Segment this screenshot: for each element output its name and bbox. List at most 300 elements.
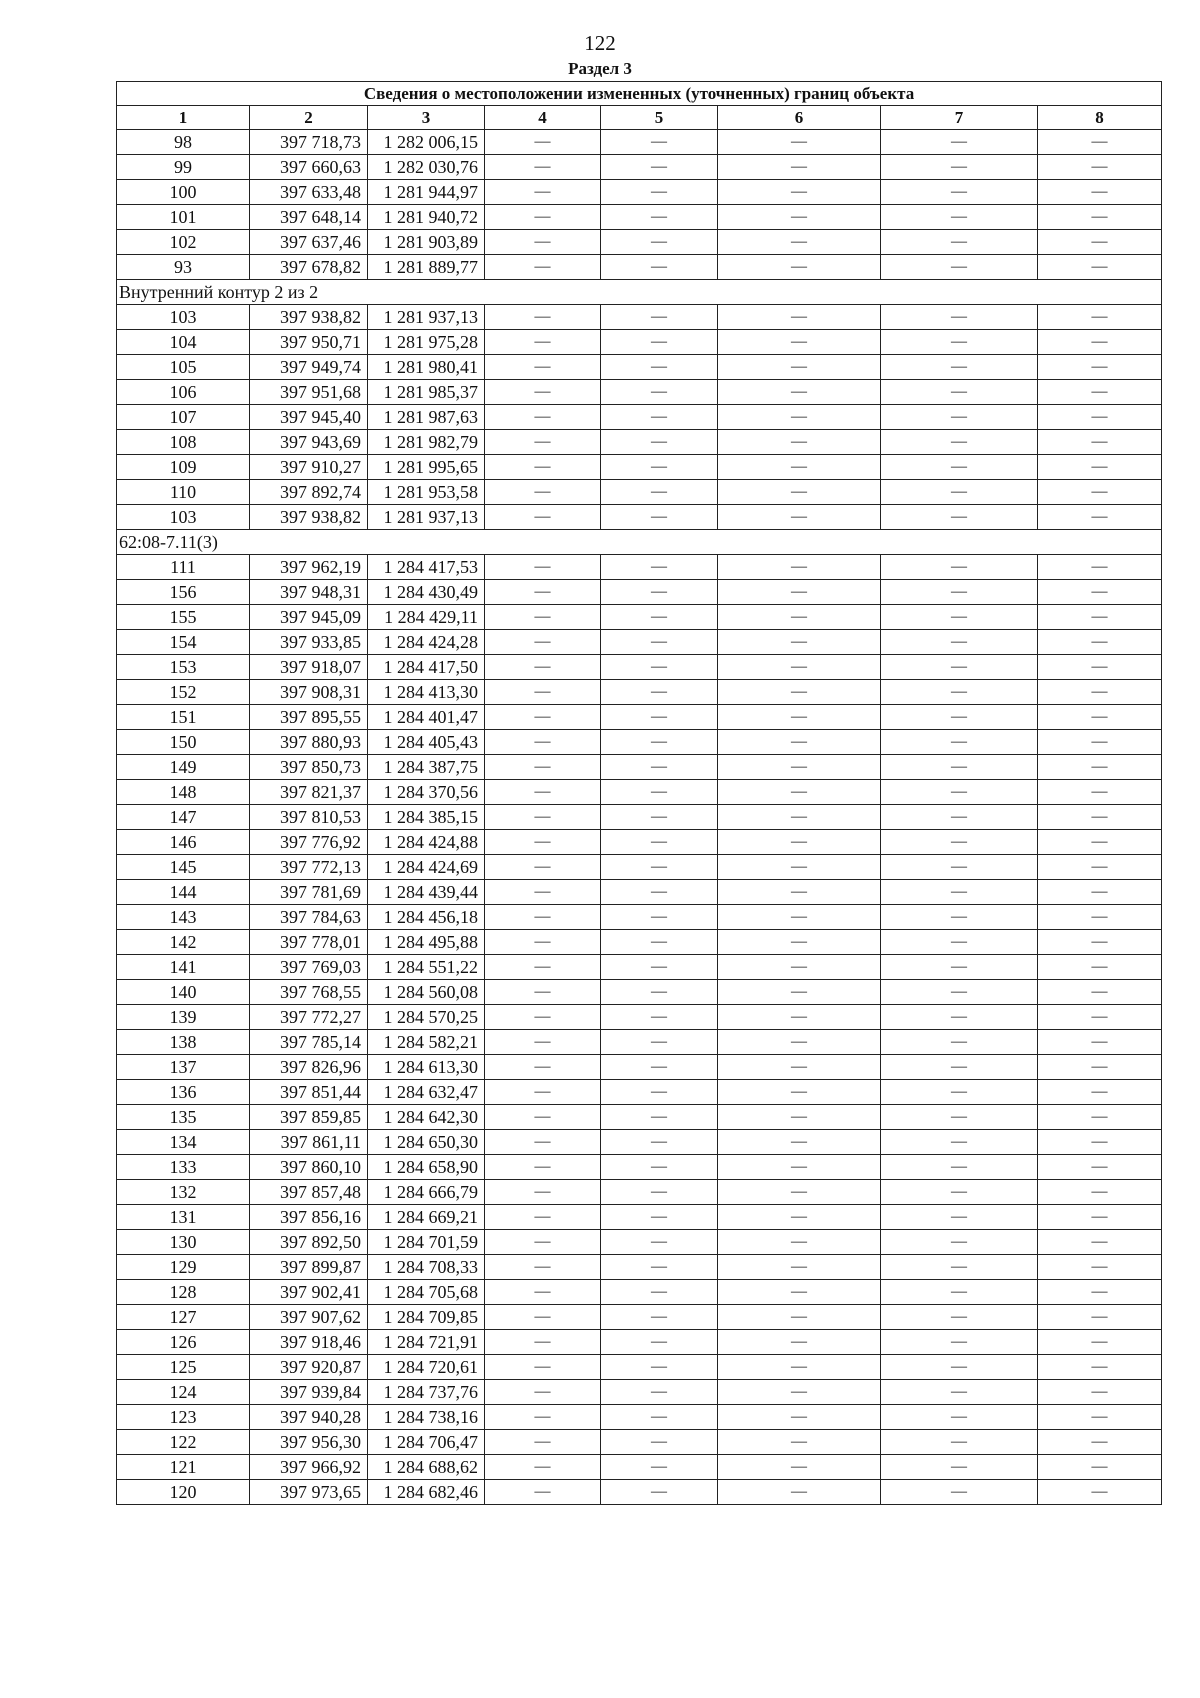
y-coordinate-cell: 1 284 737,76	[368, 1380, 485, 1405]
empty-value-cell: —	[485, 1005, 601, 1030]
empty-value-cell: —	[601, 430, 718, 455]
table-row	[117, 980, 1162, 1005]
table-row	[117, 1355, 1162, 1380]
empty-value-cell: —	[881, 580, 1038, 605]
empty-value-cell: —	[881, 1005, 1038, 1030]
point-number-cell: 121	[117, 1455, 250, 1480]
point-number-cell: 131	[117, 1205, 250, 1230]
empty-value-cell: —	[1038, 705, 1162, 730]
empty-value-cell: —	[718, 1055, 881, 1080]
table-row	[117, 155, 1162, 180]
empty-value-cell: —	[881, 480, 1038, 505]
empty-value-cell: —	[881, 380, 1038, 405]
empty-value-cell: —	[881, 605, 1038, 630]
point-number-cell: 103	[117, 505, 250, 530]
empty-value-cell: —	[1038, 955, 1162, 980]
empty-value-cell: —	[881, 1105, 1038, 1130]
x-coordinate-cell: 397 772,27	[250, 1005, 368, 1030]
table-row	[117, 380, 1162, 405]
empty-value-cell: —	[601, 1005, 718, 1030]
x-coordinate-cell: 397 826,96	[250, 1055, 368, 1080]
empty-value-cell: —	[1038, 1080, 1162, 1105]
x-coordinate-cell: 397 938,82	[250, 505, 368, 530]
y-coordinate-cell: 1 281 937,13	[368, 505, 485, 530]
empty-value-cell: —	[485, 1405, 601, 1430]
x-coordinate-cell: 397 633,48	[250, 180, 368, 205]
empty-value-cell: —	[1038, 855, 1162, 880]
empty-value-cell: —	[1038, 1355, 1162, 1380]
empty-value-cell: —	[485, 380, 601, 405]
x-coordinate-cell: 397 784,63	[250, 905, 368, 930]
table-row	[117, 630, 1162, 655]
x-coordinate-cell: 397 948,31	[250, 580, 368, 605]
empty-value-cell: —	[485, 1030, 601, 1055]
empty-value-cell: —	[881, 630, 1038, 655]
empty-value-cell: —	[1038, 630, 1162, 655]
empty-value-cell: —	[881, 355, 1038, 380]
x-coordinate-cell: 397 781,69	[250, 880, 368, 905]
empty-value-cell: —	[881, 405, 1038, 430]
empty-value-cell: —	[1038, 430, 1162, 455]
empty-value-cell: —	[881, 780, 1038, 805]
y-coordinate-cell: 1 284 582,21	[368, 1030, 485, 1055]
x-coordinate-cell: 397 851,44	[250, 1080, 368, 1105]
table-row	[117, 1205, 1162, 1230]
point-number-cell: 150	[117, 730, 250, 755]
y-coordinate-cell: 1 281 987,63	[368, 405, 485, 430]
empty-value-cell: —	[881, 955, 1038, 980]
point-number-cell: 139	[117, 1005, 250, 1030]
empty-value-cell: —	[485, 405, 601, 430]
empty-value-cell: —	[1038, 830, 1162, 855]
y-coordinate-cell: 1 284 370,56	[368, 780, 485, 805]
x-coordinate-cell: 397 850,73	[250, 755, 368, 780]
y-coordinate-cell: 1 284 413,30	[368, 680, 485, 705]
empty-value-cell: —	[1038, 455, 1162, 480]
empty-value-cell: —	[881, 930, 1038, 955]
empty-value-cell: —	[718, 755, 881, 780]
table-row	[117, 730, 1162, 755]
table-row	[117, 1030, 1162, 1055]
column-number: 6	[718, 106, 881, 130]
point-number-cell: 125	[117, 1355, 250, 1380]
empty-value-cell: —	[881, 130, 1038, 155]
section-title: Раздел 3	[568, 59, 632, 78]
empty-value-cell: —	[601, 605, 718, 630]
empty-value-cell: —	[881, 1130, 1038, 1155]
empty-value-cell: —	[601, 180, 718, 205]
empty-value-cell: —	[718, 1205, 881, 1230]
point-number-cell: 111	[117, 555, 250, 580]
y-coordinate-cell: 1 284 721,91	[368, 1330, 485, 1355]
empty-value-cell: —	[718, 1405, 881, 1430]
contour-subheader: 62:08-7.11(3)	[117, 530, 1162, 555]
empty-value-cell: —	[601, 155, 718, 180]
empty-value-cell: —	[881, 330, 1038, 355]
empty-value-cell: —	[718, 605, 881, 630]
empty-value-cell: —	[485, 1230, 601, 1255]
empty-value-cell: —	[601, 405, 718, 430]
empty-value-cell: —	[601, 1430, 718, 1455]
table-row	[117, 755, 1162, 780]
x-coordinate-cell: 397 908,31	[250, 680, 368, 705]
table-caption-row	[117, 82, 1162, 106]
x-coordinate-cell: 397 859,85	[250, 1105, 368, 1130]
page-number: 122	[584, 31, 616, 55]
empty-value-cell: —	[1038, 1480, 1162, 1505]
point-number-cell: 152	[117, 680, 250, 705]
y-coordinate-cell: 1 284 650,30	[368, 1130, 485, 1155]
x-coordinate-cell: 397 902,41	[250, 1280, 368, 1305]
empty-value-cell: —	[485, 1180, 601, 1205]
point-number-cell: 102	[117, 230, 250, 255]
y-coordinate-cell: 1 284 666,79	[368, 1180, 485, 1205]
y-coordinate-cell: 1 284 560,08	[368, 980, 485, 1005]
point-number-cell: 135	[117, 1105, 250, 1130]
y-coordinate-cell: 1 284 439,44	[368, 880, 485, 905]
empty-value-cell: —	[485, 455, 601, 480]
table-row	[117, 905, 1162, 930]
empty-value-cell: —	[881, 980, 1038, 1005]
empty-value-cell: —	[601, 1105, 718, 1130]
table-row	[117, 780, 1162, 805]
column-number: 3	[368, 106, 485, 130]
empty-value-cell: —	[718, 180, 881, 205]
x-coordinate-cell: 397 945,40	[250, 405, 368, 430]
empty-value-cell: —	[485, 1430, 601, 1455]
y-coordinate-cell: 1 281 940,72	[368, 205, 485, 230]
y-coordinate-cell: 1 284 669,21	[368, 1205, 485, 1230]
empty-value-cell: —	[881, 880, 1038, 905]
empty-value-cell: —	[881, 1330, 1038, 1355]
empty-value-cell: —	[881, 805, 1038, 830]
empty-value-cell: —	[1038, 1005, 1162, 1030]
empty-value-cell: —	[601, 755, 718, 780]
empty-value-cell: —	[1038, 405, 1162, 430]
empty-value-cell: —	[601, 930, 718, 955]
empty-value-cell: —	[881, 905, 1038, 930]
empty-value-cell: —	[718, 1330, 881, 1355]
table-row	[117, 655, 1162, 680]
empty-value-cell: —	[1038, 1430, 1162, 1455]
empty-value-cell: —	[718, 655, 881, 680]
empty-value-cell: —	[485, 955, 601, 980]
empty-value-cell: —	[881, 1030, 1038, 1055]
empty-value-cell: —	[881, 205, 1038, 230]
empty-value-cell: —	[601, 980, 718, 1005]
column-number: 4	[485, 106, 601, 130]
empty-value-cell: —	[1038, 1055, 1162, 1080]
empty-value-cell: —	[601, 1455, 718, 1480]
empty-value-cell: —	[601, 505, 718, 530]
column-number-row	[117, 106, 1162, 130]
empty-value-cell: —	[485, 855, 601, 880]
empty-value-cell: —	[718, 830, 881, 855]
y-coordinate-cell: 1 281 889,77	[368, 255, 485, 280]
empty-value-cell: —	[718, 630, 881, 655]
point-number-cell: 122	[117, 1430, 250, 1455]
point-number-cell: 140	[117, 980, 250, 1005]
empty-value-cell: —	[601, 205, 718, 230]
empty-value-cell: —	[881, 1405, 1038, 1430]
empty-value-cell: —	[601, 1405, 718, 1430]
empty-value-cell: —	[601, 455, 718, 480]
empty-value-cell: —	[601, 1255, 718, 1280]
empty-value-cell: —	[485, 305, 601, 330]
empty-value-cell: —	[485, 805, 601, 830]
table-row	[117, 505, 1162, 530]
empty-value-cell: —	[881, 1430, 1038, 1455]
y-coordinate-cell: 1 284 642,30	[368, 1105, 485, 1130]
empty-value-cell: —	[485, 1280, 601, 1305]
point-number-cell: 124	[117, 1380, 250, 1405]
point-number-cell: 144	[117, 880, 250, 905]
empty-value-cell: —	[881, 680, 1038, 705]
empty-value-cell: —	[1038, 380, 1162, 405]
y-coordinate-cell: 1 284 551,22	[368, 955, 485, 980]
empty-value-cell: —	[718, 855, 881, 880]
empty-value-cell: —	[881, 1055, 1038, 1080]
empty-value-cell: —	[1038, 1030, 1162, 1055]
x-coordinate-cell: 397 899,87	[250, 1255, 368, 1280]
empty-value-cell: —	[601, 630, 718, 655]
empty-value-cell: —	[718, 1230, 881, 1255]
point-number-cell: 128	[117, 1280, 250, 1305]
empty-value-cell: —	[601, 555, 718, 580]
point-number-cell: 98	[117, 130, 250, 155]
y-coordinate-cell: 1 284 688,62	[368, 1455, 485, 1480]
x-coordinate-cell: 397 772,13	[250, 855, 368, 880]
table-row	[117, 805, 1162, 830]
x-coordinate-cell: 397 945,09	[250, 605, 368, 630]
y-coordinate-cell: 1 281 903,89	[368, 230, 485, 255]
table-row	[117, 955, 1162, 980]
y-coordinate-cell: 1 284 385,15	[368, 805, 485, 830]
point-number-cell: 99	[117, 155, 250, 180]
empty-value-cell: —	[881, 1305, 1038, 1330]
table-row	[117, 480, 1162, 505]
table-row	[117, 1405, 1162, 1430]
y-coordinate-cell: 1 284 570,25	[368, 1005, 485, 1030]
point-number-cell: 143	[117, 905, 250, 930]
point-number-cell: 156	[117, 580, 250, 605]
empty-value-cell: —	[718, 555, 881, 580]
point-number-cell: 105	[117, 355, 250, 380]
empty-value-cell: —	[1038, 605, 1162, 630]
x-coordinate-cell: 397 938,82	[250, 305, 368, 330]
empty-value-cell: —	[881, 255, 1038, 280]
y-coordinate-cell: 1 284 417,50	[368, 655, 485, 680]
y-coordinate-cell: 1 284 495,88	[368, 930, 485, 955]
empty-value-cell: —	[881, 855, 1038, 880]
empty-value-cell: —	[718, 330, 881, 355]
empty-value-cell: —	[601, 1230, 718, 1255]
column-number: 5	[601, 106, 718, 130]
y-coordinate-cell: 1 281 980,41	[368, 355, 485, 380]
table-row	[117, 1105, 1162, 1130]
empty-value-cell: —	[485, 130, 601, 155]
empty-value-cell: —	[1038, 655, 1162, 680]
empty-value-cell: —	[718, 305, 881, 330]
empty-value-cell: —	[601, 830, 718, 855]
empty-value-cell: —	[485, 680, 601, 705]
empty-value-cell: —	[485, 1305, 601, 1330]
table-row	[117, 1180, 1162, 1205]
empty-value-cell: —	[601, 855, 718, 880]
x-coordinate-cell: 397 939,84	[250, 1380, 368, 1405]
contour-subheader-row	[117, 530, 1162, 555]
table-row	[117, 180, 1162, 205]
empty-value-cell: —	[718, 480, 881, 505]
point-number-cell: 103	[117, 305, 250, 330]
empty-value-cell: —	[485, 905, 601, 930]
empty-value-cell: —	[718, 705, 881, 730]
empty-value-cell: —	[485, 1155, 601, 1180]
point-number-cell: 141	[117, 955, 250, 980]
empty-value-cell: —	[485, 330, 601, 355]
empty-value-cell: —	[485, 1255, 601, 1280]
empty-value-cell: —	[881, 705, 1038, 730]
empty-value-cell: —	[1038, 180, 1162, 205]
point-number-cell: 130	[117, 1230, 250, 1255]
y-coordinate-cell: 1 284 708,33	[368, 1255, 485, 1280]
table-row	[117, 405, 1162, 430]
point-number-cell: 133	[117, 1155, 250, 1180]
empty-value-cell: —	[881, 755, 1038, 780]
empty-value-cell: —	[1038, 205, 1162, 230]
empty-value-cell: —	[1038, 305, 1162, 330]
empty-value-cell: —	[881, 1230, 1038, 1255]
point-number-cell: 154	[117, 630, 250, 655]
table-row	[117, 1155, 1162, 1180]
column-number: 1	[117, 106, 250, 130]
table-row	[117, 680, 1162, 705]
empty-value-cell: —	[601, 1305, 718, 1330]
empty-value-cell: —	[881, 655, 1038, 680]
table-row	[117, 430, 1162, 455]
table-row	[117, 1480, 1162, 1505]
empty-value-cell: —	[718, 1305, 881, 1330]
empty-value-cell: —	[718, 380, 881, 405]
empty-value-cell: —	[881, 1180, 1038, 1205]
x-coordinate-cell: 397 962,19	[250, 555, 368, 580]
x-coordinate-cell: 397 892,74	[250, 480, 368, 505]
point-number-cell: 137	[117, 1055, 250, 1080]
table-row	[117, 1130, 1162, 1155]
table-row	[117, 1305, 1162, 1330]
table-body	[117, 130, 1162, 1505]
y-coordinate-cell: 1 284 387,75	[368, 755, 485, 780]
table-row	[117, 1230, 1162, 1255]
empty-value-cell: —	[718, 1480, 881, 1505]
y-coordinate-cell: 1 281 953,58	[368, 480, 485, 505]
x-coordinate-cell: 397 778,01	[250, 930, 368, 955]
empty-value-cell: —	[718, 955, 881, 980]
empty-value-cell: —	[718, 430, 881, 455]
x-coordinate-cell: 397 933,85	[250, 630, 368, 655]
y-coordinate-cell: 1 284 682,46	[368, 1480, 485, 1505]
x-coordinate-cell: 397 949,74	[250, 355, 368, 380]
table-row	[117, 830, 1162, 855]
point-number-cell: 106	[117, 380, 250, 405]
x-coordinate-cell: 397 776,92	[250, 830, 368, 855]
x-coordinate-cell: 397 895,55	[250, 705, 368, 730]
empty-value-cell: —	[1038, 1330, 1162, 1355]
table-row	[117, 1280, 1162, 1305]
x-coordinate-cell: 397 660,63	[250, 155, 368, 180]
table-row	[117, 580, 1162, 605]
x-coordinate-cell: 397 810,53	[250, 805, 368, 830]
y-coordinate-cell: 1 284 401,47	[368, 705, 485, 730]
empty-value-cell: —	[601, 1055, 718, 1080]
table-row	[117, 1455, 1162, 1480]
empty-value-cell: —	[1038, 930, 1162, 955]
empty-value-cell: —	[1038, 905, 1162, 930]
empty-value-cell: —	[718, 980, 881, 1005]
empty-value-cell: —	[485, 1080, 601, 1105]
x-coordinate-cell: 397 821,37	[250, 780, 368, 805]
y-coordinate-cell: 1 281 975,28	[368, 330, 485, 355]
table-row	[117, 255, 1162, 280]
empty-value-cell: —	[1038, 555, 1162, 580]
y-coordinate-cell: 1 284 613,30	[368, 1055, 485, 1080]
table-row	[117, 305, 1162, 330]
empty-value-cell: —	[718, 155, 881, 180]
empty-value-cell: —	[485, 555, 601, 580]
x-coordinate-cell: 397 966,92	[250, 1455, 368, 1480]
point-number-cell: 155	[117, 605, 250, 630]
x-coordinate-cell: 397 950,71	[250, 330, 368, 355]
table-row	[117, 1330, 1162, 1355]
empty-value-cell: —	[881, 230, 1038, 255]
empty-value-cell: —	[718, 930, 881, 955]
empty-value-cell: —	[1038, 1180, 1162, 1205]
empty-value-cell: —	[485, 1355, 601, 1380]
empty-value-cell: —	[718, 1005, 881, 1030]
empty-value-cell: —	[485, 730, 601, 755]
point-number-cell: 146	[117, 830, 250, 855]
empty-value-cell: —	[601, 780, 718, 805]
table-row	[117, 330, 1162, 355]
y-coordinate-cell: 1 284 430,49	[368, 580, 485, 605]
empty-value-cell: —	[881, 830, 1038, 855]
y-coordinate-cell: 1 281 995,65	[368, 455, 485, 480]
contour-subheader: Внутренний контур 2 из 2	[117, 280, 1162, 305]
table-row	[117, 1080, 1162, 1105]
empty-value-cell: —	[485, 605, 601, 630]
empty-value-cell: —	[485, 1205, 601, 1230]
x-coordinate-cell: 397 918,07	[250, 655, 368, 680]
empty-value-cell: —	[485, 430, 601, 455]
empty-value-cell: —	[1038, 330, 1162, 355]
point-number-cell: 134	[117, 1130, 250, 1155]
empty-value-cell: —	[881, 430, 1038, 455]
empty-value-cell: —	[601, 130, 718, 155]
y-coordinate-cell: 1 282 006,15	[368, 130, 485, 155]
empty-value-cell: —	[601, 955, 718, 980]
empty-value-cell: —	[881, 555, 1038, 580]
point-number-cell: 151	[117, 705, 250, 730]
empty-value-cell: —	[485, 930, 601, 955]
empty-value-cell: —	[1038, 680, 1162, 705]
table-row	[117, 230, 1162, 255]
table-row	[117, 605, 1162, 630]
empty-value-cell: —	[485, 780, 601, 805]
empty-value-cell: —	[485, 1105, 601, 1130]
x-coordinate-cell: 397 637,46	[250, 230, 368, 255]
point-number-cell: 129	[117, 1255, 250, 1280]
empty-value-cell: —	[881, 1380, 1038, 1405]
